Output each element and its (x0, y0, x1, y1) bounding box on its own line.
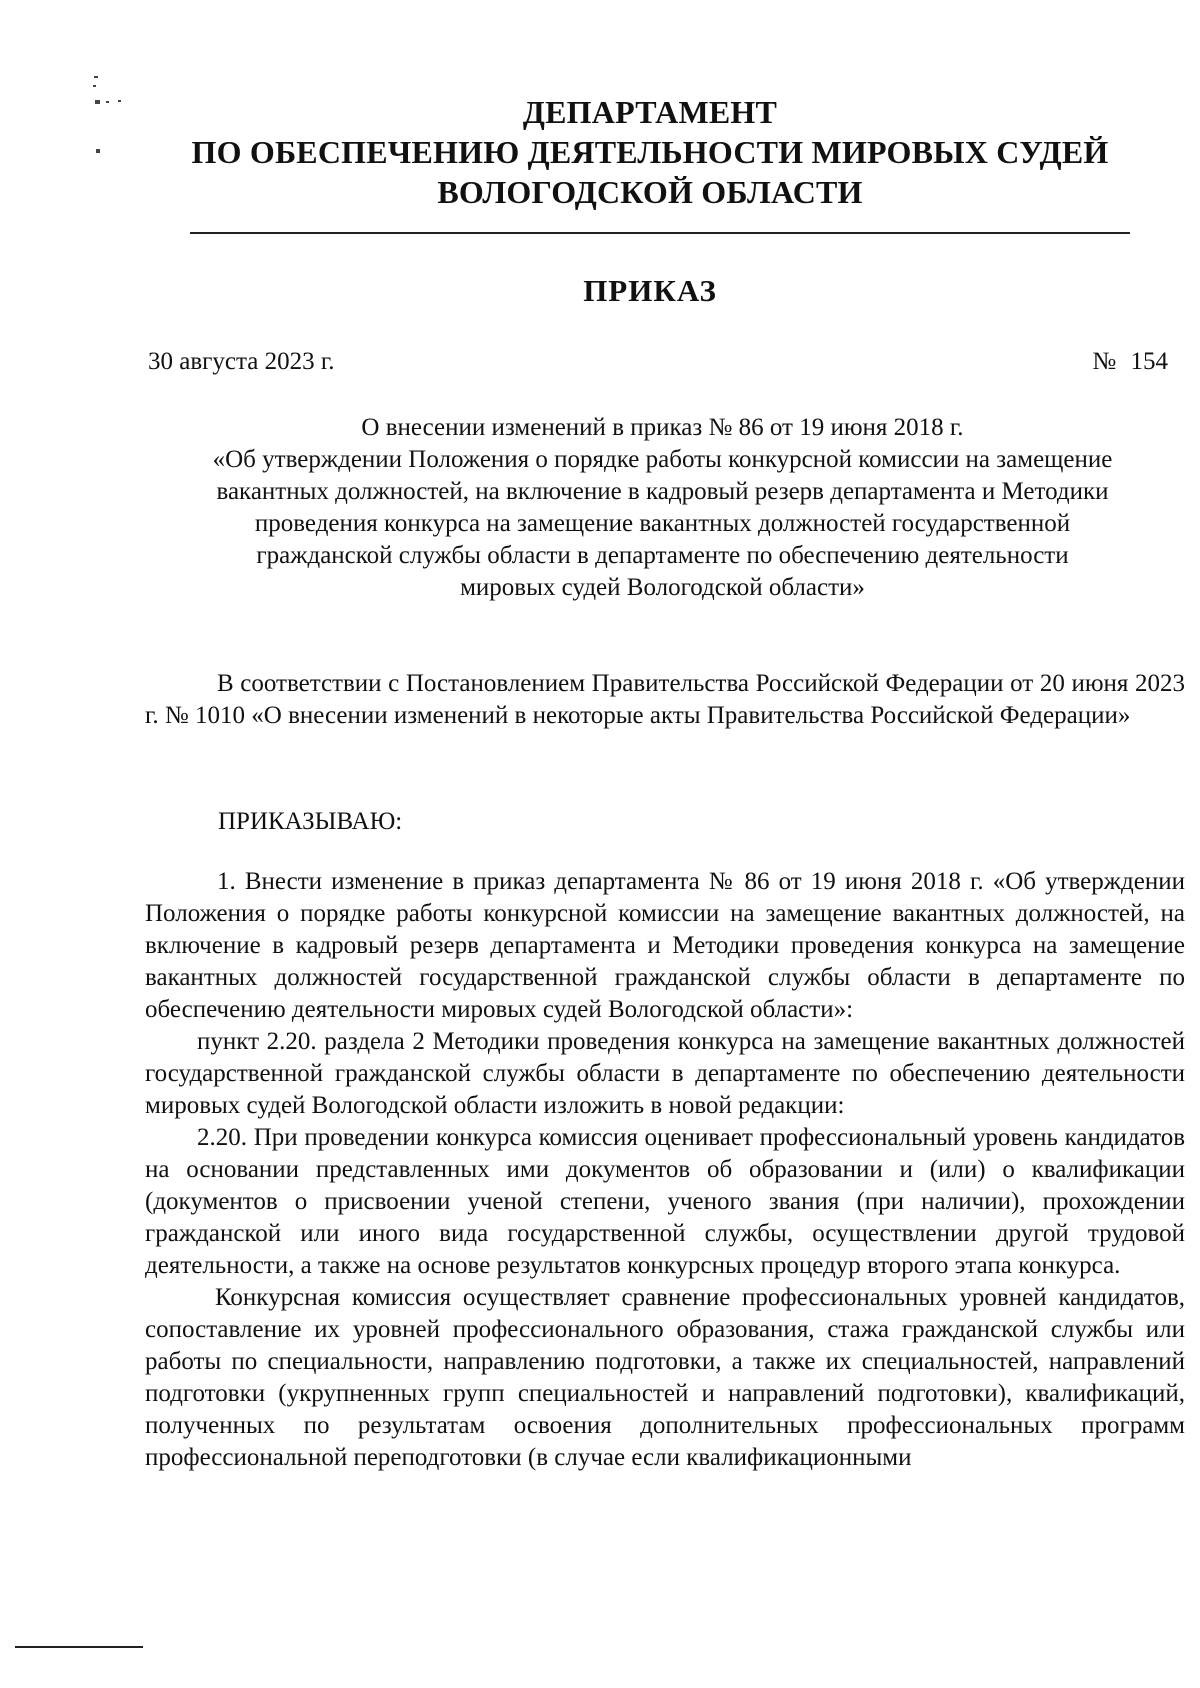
subject-line: гражданской службы области в департаменте по обеспечению деятельности (256, 542, 1069, 569)
department-header (150, 92, 1150, 212)
main-block (145, 866, 1185, 1474)
order-number: № 154 (1092, 348, 1168, 375)
order-subject (140, 412, 1185, 604)
footer-line (15, 1646, 143, 1648)
item-1-paragraph: 1. Внести изменение в приказ департамента № 86 от 19 июня 2018 г. «Об утверждении Положения о порядке работы конкурсной комиссии на замещение вакантных должностей, на включение в кадровый резерв департамента и Методики проведения конкурса на замещение вакантных должностей государственной гражданской службы области в департаменте по обеспечению деятельности мировых судей Вологодской области»: (145, 868, 1185, 1023)
scan-speck (118, 100, 121, 102)
intro-paragraph: В соответствии с Постановлением Правительства Российской Федерации от 20 июня 2023 г. № 1010 «О внесении изменений в некоторые акты Правительства Российской Федерации» (145, 670, 1185, 729)
scan-speck (94, 76, 98, 78)
header-line-1: ДЕПАРТАМЕНТ (522, 94, 778, 130)
commission-paragraph: Конкурсная комиссия осуществляет сравнение профессиональных уровней кандидатов, сопоставление их уровней профессионального образования, стажа гражданской службы или работы по специальности, направлению подготовки, а также их специальностей, направлений подготовки (укрупненных групп специальностей и направлений подготовки), квалификаций, полученных по результатам освоения дополнительных профессиональных программ профессиональной переподготовки (в случае если квалификационными (145, 1284, 1185, 1471)
subject-line: О внесении изменений в приказ № 86 от 19 июня 2018 г. (361, 414, 964, 441)
order-title: ПРИКАЗ (583, 273, 717, 308)
order-date: 30 августа 2023 г. (148, 348, 335, 375)
intro-block (145, 668, 1185, 732)
subject-line: вакантных должностей, на включение в кадровый резерв департамента и Методики (216, 478, 1109, 505)
order-word: ПРИКАЗЫВАЮ: (218, 808, 403, 835)
scan-speck (96, 149, 100, 153)
scan-speck (93, 85, 96, 87)
header-divider (190, 232, 1130, 234)
clause-2-20-paragraph: 2.20. При проведении конкурса комиссия оценивает профессиональный уровень кандидатов на основании представленных ими документов об образовании и (или) о квалификации (документов о присвоении ученой степени, ученого звания (при наличии), прохождении гражданской или иного вида государственной службы, осуществлении другой трудовой деятельности, а также на основе результатов конкурсных процедур второго этапа конкурса. (145, 1124, 1185, 1279)
scan-speck (95, 100, 100, 104)
subject-line: проведения конкурса на замещение вакантных должностей государственной (254, 510, 1071, 537)
item-1-sub-paragraph: пункт 2.20. раздела 2 Методики проведения конкурса на замещение вакантных должностей государственной гражданской службы области в департаменте по обеспечению деятельности мировых судей Вологодской области изложить в новой редакции: (145, 1028, 1185, 1119)
scan-speck (106, 101, 109, 103)
subject-line: мировых судей Вологодской области» (460, 574, 865, 601)
header-line-3: ВОЛОГОДСКОЙ ОБЛАСТИ (437, 174, 863, 210)
subject-line: «Об утверждении Положения о порядке работы конкурсной комиссии на замещение (212, 446, 1113, 473)
header-line-2: ПО ОБЕСПЕЧЕНИЮ ДЕЯТЕЛЬНОСТИ МИРОВЫХ СУДЕЙ (191, 134, 1109, 170)
